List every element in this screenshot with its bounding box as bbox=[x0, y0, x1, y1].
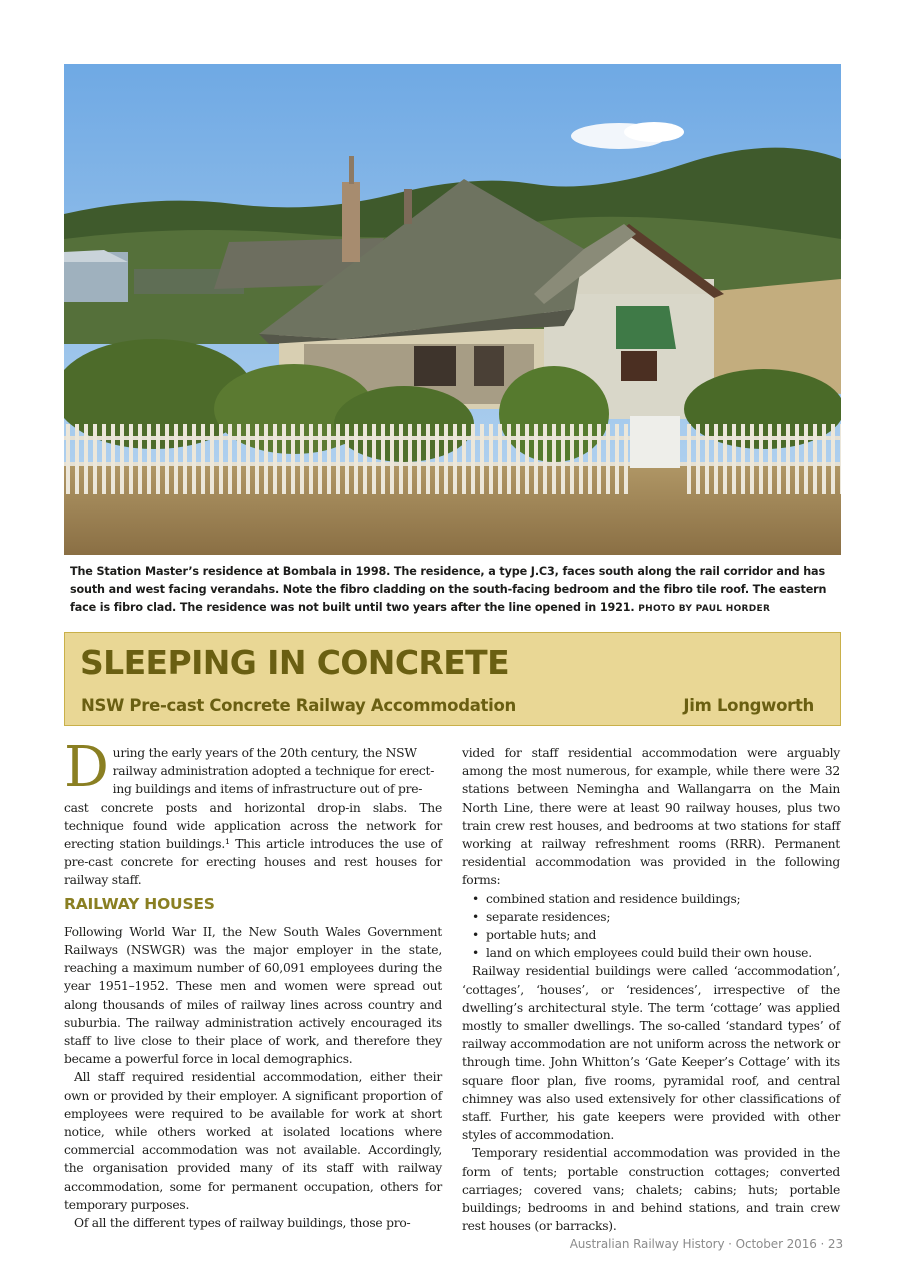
article-subtitle: NSW Pre-cast Concrete Railway Accommodation bbox=[81, 696, 516, 715]
fence-picket bbox=[489, 424, 493, 494]
list-item: • land on which employees could build their own house. bbox=[472, 944, 840, 962]
fence-picket bbox=[516, 424, 520, 494]
fence-picket bbox=[129, 424, 133, 494]
fence-picket bbox=[354, 424, 358, 494]
fence-picket bbox=[147, 424, 151, 494]
fence-picket bbox=[156, 424, 160, 494]
body-paragraph: Railway residential buildings were called ‘accommodation’, ‘cottages’, ‘houses’, or ‘residences’, irrespective of the dwelling’s architectural style. The term ‘cottage’ was applied mostly to smaller dwellings. The so-called ‘standard types’ of railway accommodation are not uniform across the network or through time. John Whitton’s ‘Gate Keeper’s Cottage’ with its square floor plan, five rooms, pyramidal roof, and central chimney was also used extensively for other classifications of staff. Further, his gate keepers were provided with other styles of accommodation. bbox=[462, 964, 840, 1143]
intro-rest: cast concrete posts and horizontal drop-in slabs. The technique found wide application across the network for erecting station buildings.¹ This article introduces the use of pre-cast concrete for erecting houses and rest houses for railway staff. bbox=[64, 800, 442, 888]
list-item: • portable huts; and bbox=[472, 926, 840, 944]
fence-picket bbox=[417, 424, 421, 494]
fence-picket bbox=[453, 424, 457, 494]
fence-picket bbox=[138, 424, 142, 494]
fence-picket bbox=[102, 424, 106, 494]
caption-text: The Station Master’s residence at Bombala in 1998. The residence, a type J.C3, faces south along the rail corridor and has south and west facing verandahs. Note the fibro cladding on the south-facing bedroom and the fibro tile roof. The eastern face is fibro clad. The residence was not built until two years after the line opened in 1921. bbox=[70, 565, 827, 614]
fence-picket bbox=[480, 424, 484, 494]
body-paragraph: Temporary residential accommodation was provided in the form of tents; portable construction cottages; converted carriages; covered vans; chalets; cabins; huts; portable buildings; bedrooms in and behind stations, and train crew rest houses (or barracks). bbox=[462, 1146, 840, 1234]
fence-picket bbox=[615, 424, 619, 494]
article-title: SLEEPING IN CONCRETE bbox=[80, 643, 510, 682]
fence-picket bbox=[597, 424, 601, 494]
fence-picket bbox=[363, 424, 367, 494]
fence-picket bbox=[237, 424, 241, 494]
fence-picket bbox=[183, 424, 187, 494]
photo-illustration bbox=[64, 64, 841, 555]
fence-picket bbox=[795, 424, 799, 494]
fence-picket bbox=[606, 424, 610, 494]
fence-picket bbox=[525, 424, 529, 494]
fence-picket bbox=[687, 424, 691, 494]
fence-picket bbox=[345, 424, 349, 494]
fence-picket bbox=[84, 424, 88, 494]
fence-picket bbox=[840, 424, 841, 494]
fence-picket bbox=[786, 424, 790, 494]
fence-picket bbox=[210, 424, 214, 494]
fence-picket bbox=[93, 424, 97, 494]
fence-picket bbox=[552, 424, 556, 494]
fence-picket bbox=[426, 424, 430, 494]
accommodation-forms-list bbox=[472, 890, 840, 963]
fence-picket bbox=[174, 424, 178, 494]
fence-picket bbox=[831, 424, 835, 494]
fence-picket bbox=[264, 424, 268, 494]
fence-picket bbox=[318, 424, 322, 494]
fence-picket bbox=[66, 424, 70, 494]
fence-picket bbox=[444, 424, 448, 494]
fence-picket bbox=[462, 424, 466, 494]
body-column-left bbox=[64, 735, 442, 1232]
fence-picket bbox=[201, 424, 205, 494]
body-paragraph: Following World War II, the New South Wales Government Railways (NSWGR) was the major employer in the state, reaching a maximum number of 60,091 employees during the year 1951–1952. These men and women were spread out along thousands of miles of railway lines across country and suburbia. The railway administration actively encouraged its staff to live close to their place of work, and therefore they became a powerful force in local demographics. bbox=[64, 924, 442, 1067]
fence-picket bbox=[228, 424, 232, 494]
photo-caption bbox=[70, 563, 836, 618]
fence-picket bbox=[192, 424, 196, 494]
fence-picket bbox=[714, 424, 718, 494]
fence-picket bbox=[300, 424, 304, 494]
fence-picket bbox=[219, 424, 223, 494]
fence-picket bbox=[570, 424, 574, 494]
body-column-right bbox=[462, 744, 840, 1235]
fence-picket bbox=[705, 424, 709, 494]
fence-picket bbox=[120, 424, 124, 494]
article-title-band bbox=[64, 632, 841, 726]
intro-paragraph bbox=[64, 735, 442, 890]
fence-picket bbox=[777, 424, 781, 494]
fence-picket bbox=[624, 424, 628, 494]
list-item: • combined station and residence buildings; bbox=[472, 890, 840, 908]
list-item: • separate residences; bbox=[472, 908, 840, 926]
fence-picket bbox=[246, 424, 250, 494]
fence-picket bbox=[282, 424, 286, 494]
fence-picket bbox=[471, 424, 475, 494]
drop-cap: D bbox=[64, 735, 109, 800]
intro-line: ing buildings and items of infrastructure out of pre- bbox=[112, 782, 423, 797]
fence-picket bbox=[579, 424, 583, 494]
station-master-residence-photo bbox=[64, 64, 841, 555]
intro-line: uring the early years of the 20th century, the NSW bbox=[112, 746, 417, 760]
fence-picket bbox=[804, 424, 808, 494]
fence-picket bbox=[255, 424, 259, 494]
fence-picket bbox=[336, 424, 340, 494]
fence-picket bbox=[768, 424, 772, 494]
photo-credit: PHOTO BY PAUL HORDER bbox=[638, 604, 771, 614]
fence-picket bbox=[813, 424, 817, 494]
fence-picket bbox=[111, 424, 115, 494]
fence-picket bbox=[696, 424, 700, 494]
body-paragraph: vided for staff residential accommodation were arguably among the most numerous, for example, while there were 32 stations between Nemingha and Wallangarra on the Main North Line, there were at least 90 railway houses, plus two train crew rest houses, and bedrooms at two stations for staff working at railway refreshment rooms (RRR). Permanent residential accommodation was provided in the following forms: bbox=[462, 746, 840, 888]
fence-picket bbox=[390, 424, 394, 494]
page-folio: Australian Railway History · October 2016 · 23 bbox=[569, 1237, 843, 1251]
fence-picket bbox=[75, 424, 79, 494]
fence-picket bbox=[534, 424, 538, 494]
fence-picket bbox=[408, 424, 412, 494]
fence-picket bbox=[381, 424, 385, 494]
fence-picket bbox=[372, 424, 376, 494]
section-heading: RAILWAY HOUSES bbox=[64, 894, 215, 913]
intro-line: railway administration adopted a technique for erect- bbox=[112, 764, 435, 779]
article-author: Jim Longworth bbox=[683, 696, 814, 715]
fence-picket bbox=[732, 424, 736, 494]
fence-picket bbox=[273, 424, 277, 494]
fence-picket bbox=[291, 424, 295, 494]
fence-picket bbox=[507, 424, 511, 494]
fence-picket bbox=[822, 424, 826, 494]
fence-picket bbox=[543, 424, 547, 494]
body-paragraph: Of all the different types of railway buildings, those pro- bbox=[74, 1216, 411, 1231]
fence-picket bbox=[588, 424, 592, 494]
fence-picket bbox=[399, 424, 403, 494]
fence-picket bbox=[561, 424, 565, 494]
body-paragraph: All staff required residential accommodation, either their own or provided by their employer. A significant proportion of employees were required to be available for work at short notice, while others worked at isolated locations where commercial accommodation was not available. Accordingly, the organisation provided many of its staff with railway accommodation, some for permanent occupation, others for temporary purposes. bbox=[64, 1070, 442, 1212]
fence-picket bbox=[759, 424, 763, 494]
fence-picket bbox=[741, 424, 745, 494]
fence-picket bbox=[435, 424, 439, 494]
fence-picket bbox=[327, 424, 331, 494]
fence-picket bbox=[750, 424, 754, 494]
fence-picket bbox=[165, 424, 169, 494]
fence-picket bbox=[309, 424, 313, 494]
fence-picket bbox=[723, 424, 727, 494]
fence-picket bbox=[498, 424, 502, 494]
